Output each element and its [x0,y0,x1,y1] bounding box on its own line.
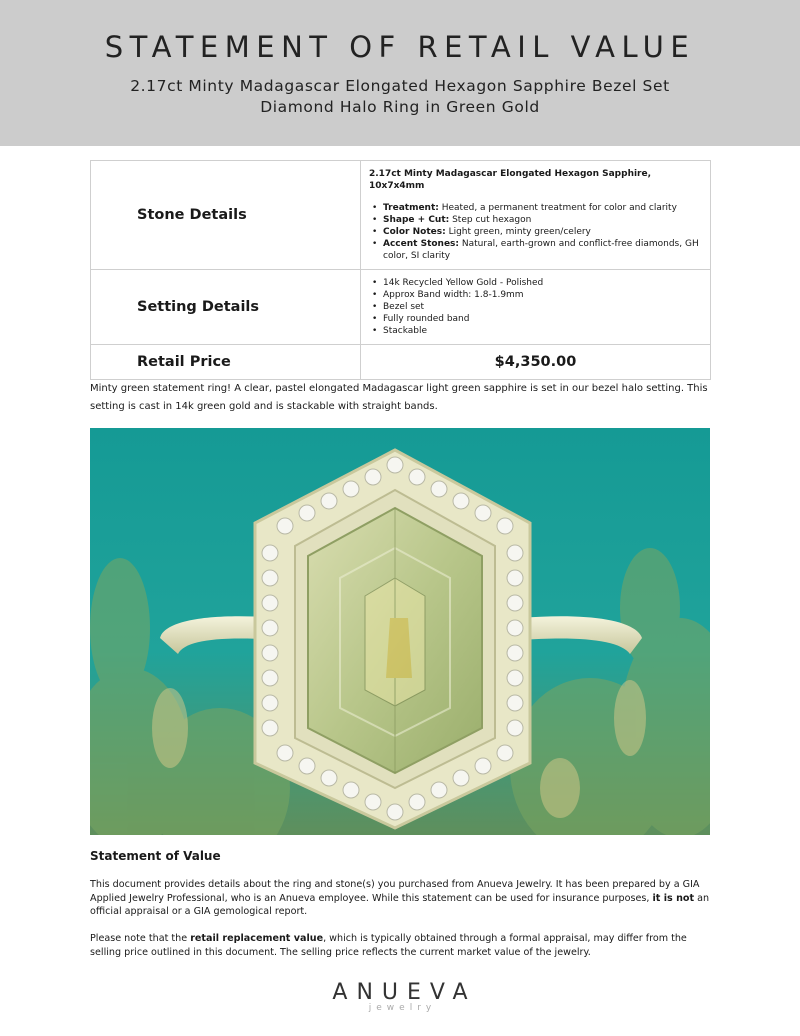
retail-price-value: $4,350.00 [361,345,711,380]
logo-name: ANUEVA [332,980,477,1005]
retail-price-row [91,345,711,380]
statement-paragraph-2: Please note that the retail replacement value, which is typically obtained through a formal appraisal, may differ from the selling price outlined in this document. The selling price reflects the current market value of the jewelry. [90,933,687,958]
stone-details-label: Stone Details [91,161,361,270]
setting-details-row [91,270,711,345]
setting-detail-list [369,277,702,337]
list-item: • Approx Band width: 1.8-1.9mm [369,289,702,301]
stone-heading: 2.17ct Minty Madagascar Elongated Hexagon Sapphire, 10x7x4mm [369,169,652,191]
statement-title: Statement of Value [90,849,221,863]
setting-details-label: Setting Details [91,270,361,345]
list-item: • Treatment: Heated, a permanent treatment for color and clarity [369,202,702,214]
logo-subtitle: jewelry [368,1003,437,1013]
retail-price-label: Retail Price [91,345,361,380]
details-table [90,160,711,380]
list-item: • Stackable [369,325,702,337]
stone-detail-list [369,202,702,262]
stone-details-info [361,161,711,270]
list-item: • 14k Recycled Yellow Gold - Polished [369,277,702,289]
list-item: • Bezel set [369,301,702,313]
anueva-logo [300,980,500,1013]
page-header [0,0,800,146]
product-subtitle: 2.17ct Minty Madagascar Elongated Hexagon Sapphire Bezel Set Diamond Halo Ring in Green Gold [130,77,670,116]
ring-image [90,428,710,835]
list-item: • Color Notes: Light green, minty green/celery [369,226,702,238]
list-item: • Shape + Cut: Step cut hexagon [369,214,702,226]
document-title: STATEMENT OF RETAIL VALUE [104,30,696,64]
statement-paragraph-1: This document provides details about the ring and stone(s) you purchased from Anueva Jewelry. It has been prepared by a GIA Applied Jewelry Professional, who is an Anueva employee. While this statement can be used for insurance purposes, it is not an official appraisal or a GIA gemological report. [90,879,710,917]
product-description: Minty green statement ring! A clear, pastel elongated Madagascar light green sapphire is set in our bezel halo setting. This setting is cast in 14k green gold and is stackable with straight bands. [90,383,708,412]
stone-details-row [91,161,711,270]
list-item: • Accent Stones: Natural, earth-grown and conflict-free diamonds, GH color, SI clarity [369,238,702,262]
setting-details-info [361,270,711,345]
list-item: • Fully rounded band [369,313,702,325]
